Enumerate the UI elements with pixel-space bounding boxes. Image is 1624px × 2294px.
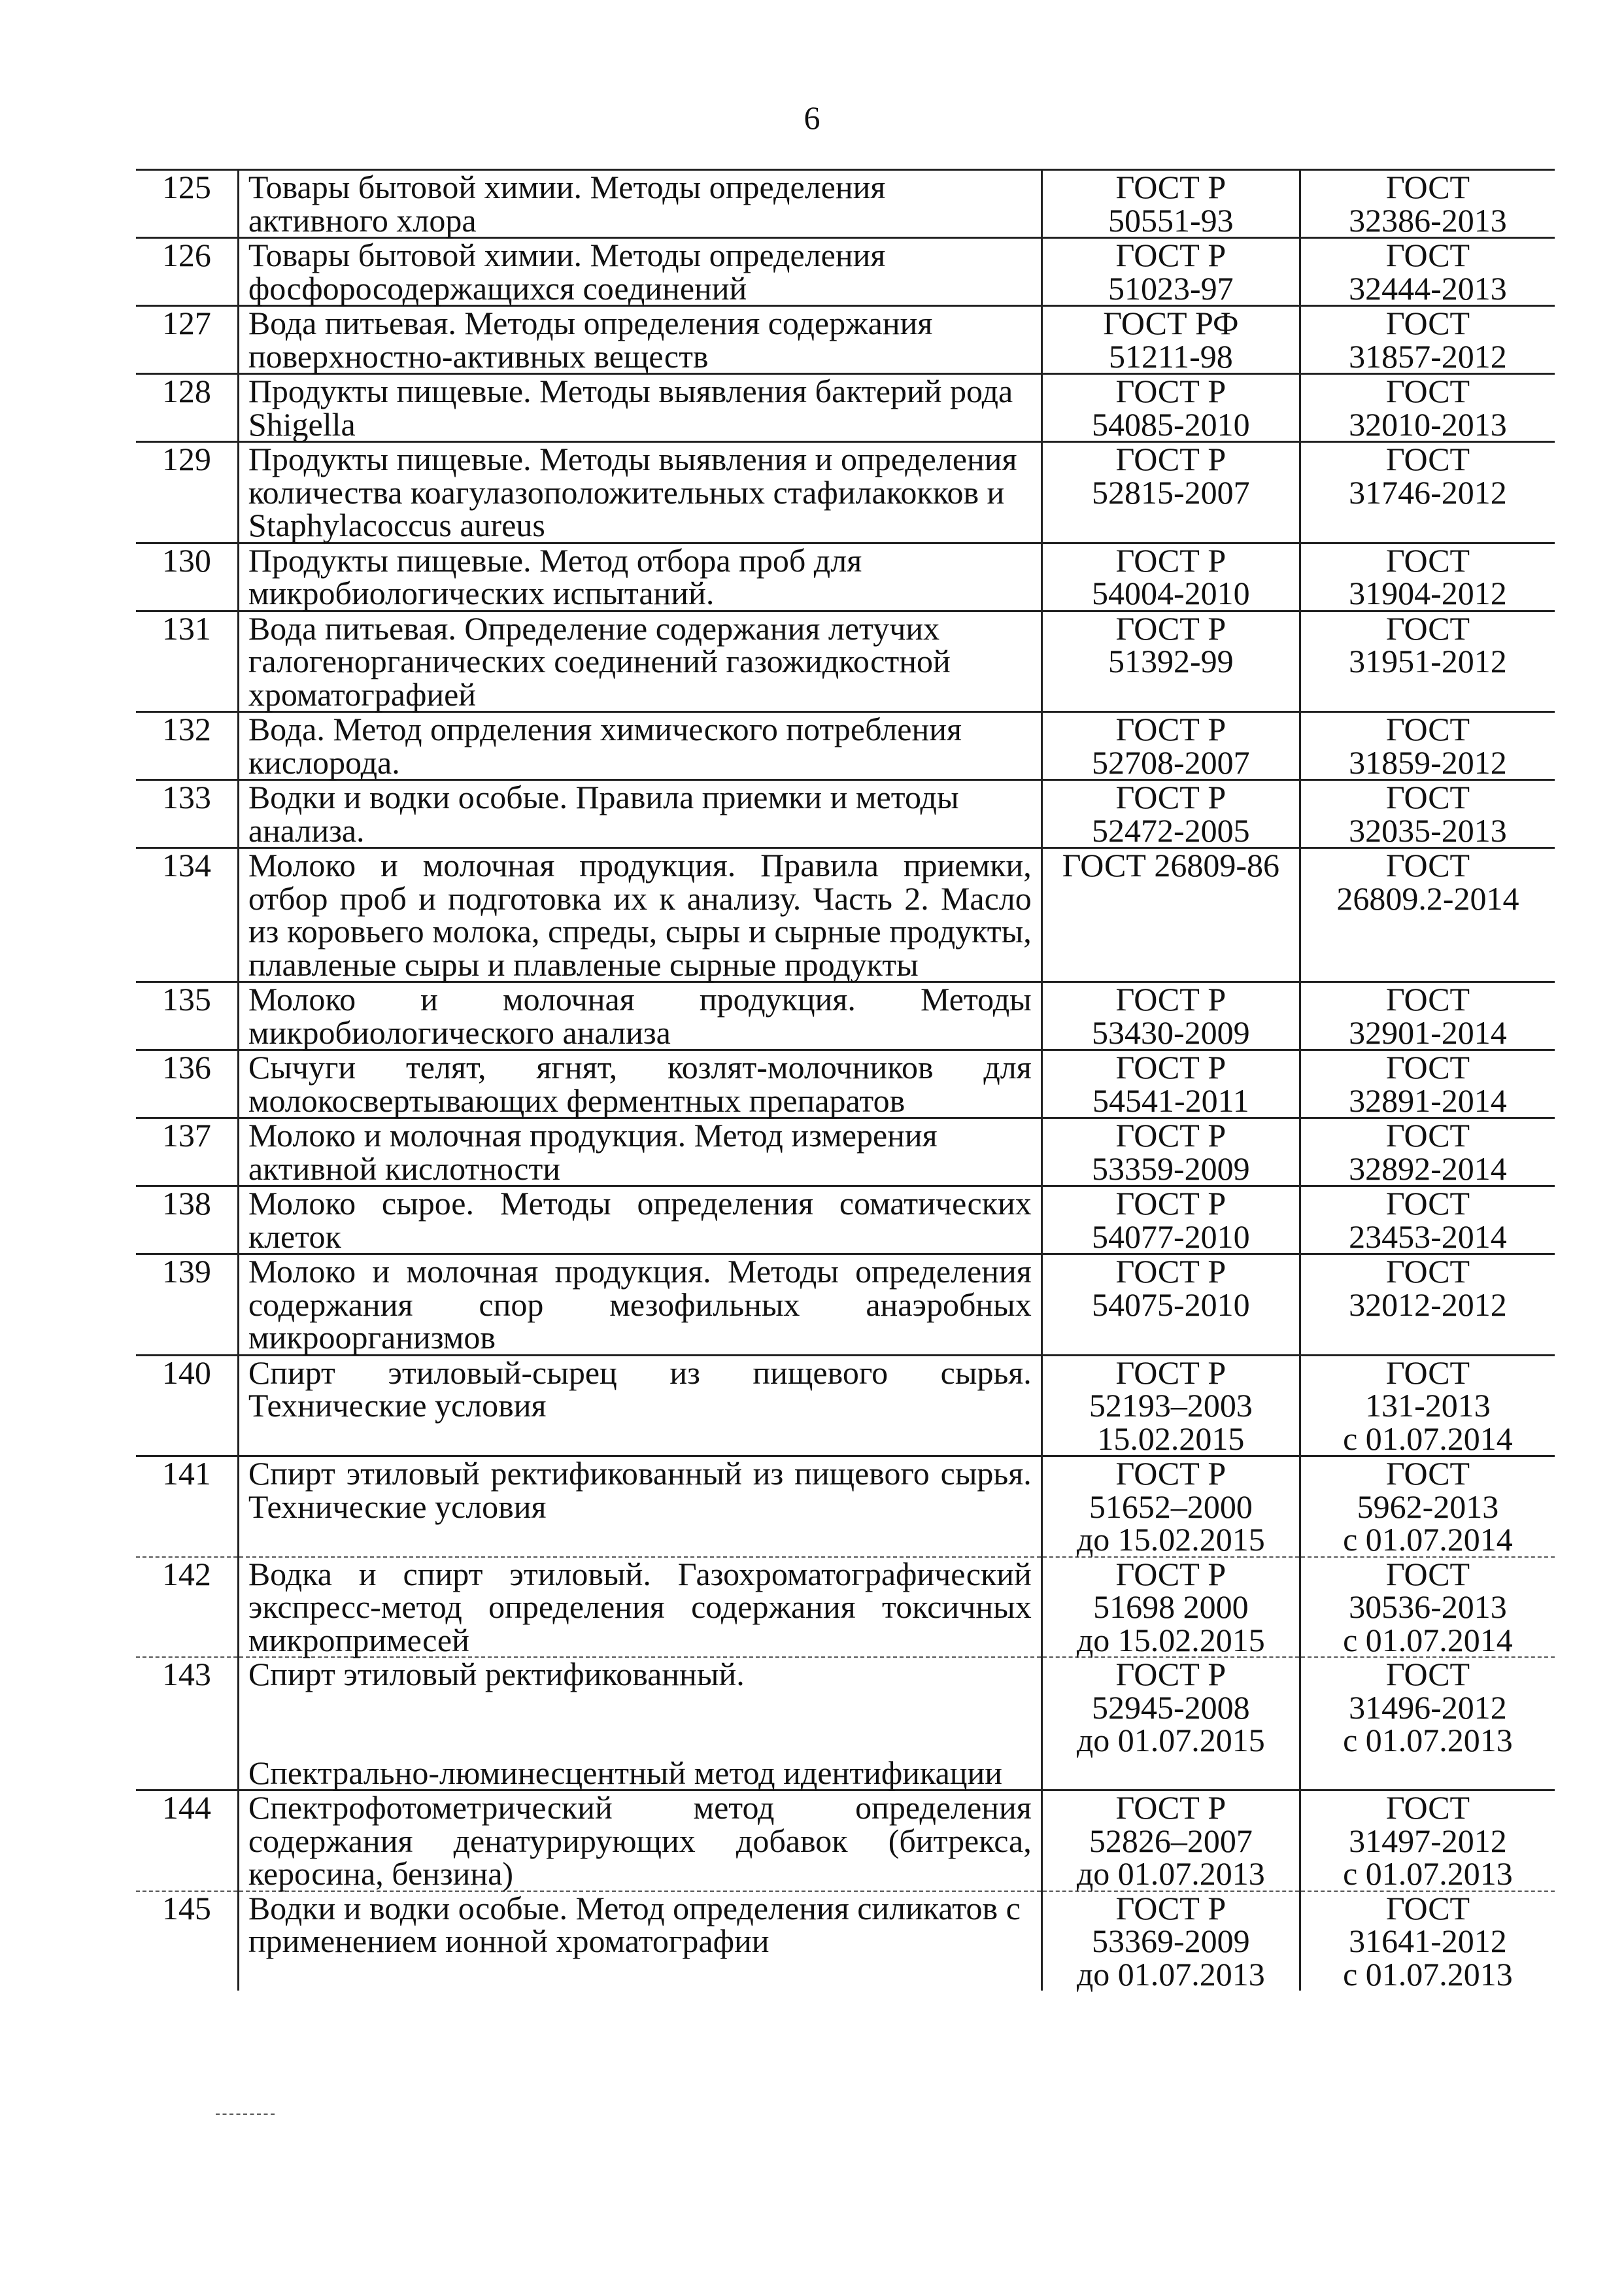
new-standard: [1300, 611, 1555, 712]
table-row: [136, 1186, 1555, 1254]
new-standard-line: с 01.07.2014: [1343, 1521, 1513, 1558]
new-standard-line: 31904-2012: [1349, 575, 1507, 611]
replaced-standard-line: ГОСТ Р: [1115, 1789, 1226, 1826]
new-standard: [1300, 1657, 1555, 1790]
new-standard-line: ГОСТ: [1385, 847, 1470, 883]
table-row: [136, 982, 1555, 1050]
new-standard: [1300, 238, 1555, 306]
new-standard: [1300, 170, 1555, 238]
new-standard-line: 31641-2012: [1349, 1923, 1507, 1959]
new-standard-line: 32386-2013: [1349, 201, 1507, 239]
replaced-standard-line: 50551-93: [1108, 201, 1234, 239]
new-standard: [1300, 1050, 1555, 1118]
replaced-standard-line: ГОСТ Р: [1115, 237, 1226, 273]
standard-title: Вода. Метод опрделения химического потребления кислорода.: [238, 712, 1041, 780]
replaced-standard-line: ГОСТ 26809-86: [1062, 847, 1280, 883]
new-standard-line: ГОСТ: [1385, 981, 1470, 1018]
standard-title: Сычуги телят, ягнят, козлят-молочников для молокосвертывающих ферментных препаратов: [238, 1050, 1041, 1118]
table-row: [136, 170, 1555, 238]
replaced-standard: [1041, 1186, 1300, 1254]
new-standard-line: 32901-2014: [1349, 1014, 1507, 1051]
row-number: 134: [136, 848, 238, 982]
replaced-standard-line: ГОСТ Р: [1115, 441, 1226, 477]
row-number: 142: [136, 1557, 238, 1658]
new-standard-line: 5962-2013: [1357, 1488, 1499, 1525]
new-standard: [1300, 982, 1555, 1050]
standard-title: Молоко сырое. Методы определения соматических клеток: [238, 1186, 1041, 1254]
table-body: [136, 170, 1555, 1991]
replaced-standard-line: ГОСТ Р: [1115, 1555, 1226, 1592]
new-standard-line: ГОСТ: [1385, 237, 1470, 273]
new-standard: [1300, 712, 1555, 780]
replaced-standard-line: 51392-99: [1108, 643, 1234, 679]
new-standard-line: ГОСТ: [1385, 1354, 1470, 1391]
replaced-standard-line: ГОСТ Р: [1115, 541, 1226, 579]
new-standard: [1300, 1186, 1555, 1254]
replaced-standard: [1041, 1118, 1300, 1186]
new-standard-line: ГОСТ: [1385, 711, 1470, 747]
new-standard-line: ГОСТ: [1385, 1455, 1470, 1492]
replaced-standard: [1041, 170, 1300, 238]
new-standard-line: 26809.2-2014: [1336, 880, 1519, 917]
new-standard: [1300, 543, 1555, 611]
replaced-standard-line: 53369-2009: [1092, 1923, 1250, 1959]
replaced-standard-line: ГОСТ Р: [1115, 1049, 1226, 1086]
new-standard: [1300, 1456, 1555, 1557]
new-standard-line: 31951-2012: [1349, 643, 1507, 679]
standard-title: [238, 1657, 1041, 1790]
new-standard-line: 31746-2012: [1349, 473, 1507, 511]
table-row: [136, 1254, 1555, 1356]
standards-table: [136, 169, 1555, 1991]
new-standard-line: 32010-2013: [1349, 405, 1507, 443]
replaced-standard-line: до 01.07.2015: [1076, 1722, 1265, 1758]
table-row: [136, 1118, 1555, 1186]
table-row: [136, 1050, 1555, 1118]
new-standard: [1300, 1118, 1555, 1186]
new-standard-line: 31496-2012: [1349, 1688, 1507, 1726]
replaced-standard: [1041, 1657, 1300, 1790]
new-standard-line: с 01.07.2014: [1343, 1420, 1513, 1457]
replaced-standard-line: 51023-97: [1108, 269, 1234, 307]
trailing-dash-line: [216, 2114, 275, 2115]
new-standard-line: с 01.07.2014: [1343, 1621, 1513, 1658]
table-row: [136, 543, 1555, 611]
row-number: 145: [136, 1891, 238, 1991]
new-standard-line: ГОСТ: [1385, 609, 1470, 647]
replaced-standard: [1041, 238, 1300, 306]
row-number: 131: [136, 611, 238, 712]
replaced-standard: [1041, 1050, 1300, 1118]
row-number: 137: [136, 1118, 238, 1186]
new-standard-line: ГОСТ: [1385, 169, 1470, 205]
replaced-standard: [1041, 442, 1300, 543]
table-row: [136, 712, 1555, 780]
new-standard-line: 30536-2013: [1349, 1588, 1507, 1625]
row-number: 126: [136, 238, 238, 306]
replaced-standard-line: ГОСТ Р: [1115, 779, 1226, 815]
replaced-standard-line: ГОСТ Р: [1115, 1253, 1226, 1290]
replaced-standard-line: 54085-2010: [1092, 405, 1250, 443]
replaced-standard: [1041, 1355, 1300, 1456]
replaced-standard-line: 51698 2000: [1093, 1588, 1249, 1625]
replaced-standard-line: 54004-2010: [1092, 575, 1250, 611]
new-standard: [1300, 1254, 1555, 1356]
table-row: [136, 1657, 1555, 1790]
new-standard-line: ГОСТ: [1385, 1049, 1470, 1086]
replaced-standard-line: 53359-2009: [1092, 1150, 1250, 1187]
table-row: [136, 1790, 1555, 1891]
replaced-standard-line: до 01.07.2013: [1076, 1855, 1265, 1892]
replaced-standard-line: ГОСТ Р: [1115, 1889, 1226, 1926]
standard-title: Молоко и молочная продукция. Методы определения содержания спор мезофильных анаэробных микроорганизмов: [238, 1254, 1041, 1356]
new-standard-line: ГОСТ: [1385, 1117, 1470, 1154]
standard-title: Молоко и молочная продукция. Методы микробиологического анализа: [238, 982, 1041, 1050]
replaced-standard: [1041, 712, 1300, 780]
standard-title: Спирт этиловый-сырец из пищевого сырья. Технические условия: [238, 1355, 1041, 1456]
replaced-standard-line: 15.02.2015: [1097, 1420, 1245, 1457]
replaced-standard-line: 52472-2005: [1092, 812, 1250, 849]
new-standard: [1300, 374, 1555, 442]
table-row: [136, 1557, 1555, 1658]
replaced-standard-line: ГОСТ Р: [1115, 981, 1226, 1018]
new-standard-line: 131-2013: [1365, 1387, 1491, 1424]
replaced-standard-line: ГОСТ РФ: [1103, 305, 1239, 341]
standard-title: Продукты пищевые. Методы выявления и определения количества коагулазоположительных стафилакокков и Staphylacoccus aureus: [238, 442, 1041, 543]
row-number: 130: [136, 543, 238, 611]
standard-title: Водка и спирт этиловый. Газохроматографический экспресс-метод определения содержания токсичных микропримесей: [238, 1557, 1041, 1658]
standard-title: Водки и водки особые. Правила приемки и методы анализа.: [238, 780, 1041, 848]
page-number: 6: [804, 99, 820, 136]
new-standard-line: 32892-2014: [1349, 1150, 1507, 1187]
new-standard-line: 31497-2012: [1349, 1822, 1507, 1859]
new-standard-line: ГОСТ: [1385, 373, 1470, 409]
replaced-standard-line: 51211-98: [1108, 337, 1233, 375]
table-row: [136, 848, 1555, 982]
table-row: [136, 611, 1555, 712]
standard-title: Продукты пищевые. Метод отбора проб для микробиологических испытаний.: [238, 543, 1041, 611]
new-standard-line: 23453-2014: [1349, 1218, 1507, 1255]
new-standard-line: 31857-2012: [1349, 337, 1507, 375]
new-standard: [1300, 780, 1555, 848]
new-standard-line: ГОСТ: [1385, 305, 1470, 341]
new-standard: [1300, 306, 1555, 374]
row-number: 133: [136, 780, 238, 848]
new-standard: [1300, 1891, 1555, 1991]
new-standard-line: с 01.07.2013: [1343, 1955, 1513, 1993]
row-number: 127: [136, 306, 238, 374]
standard-title: Водки и водки особые. Метод определения силикатов с применением ионной хроматографии: [238, 1891, 1041, 1991]
replaced-standard-line: до 15.02.2015: [1076, 1521, 1265, 1558]
replaced-standard-line: ГОСТ Р: [1115, 1354, 1226, 1391]
new-standard-line: 32035-2013: [1349, 812, 1507, 849]
replaced-standard-line: ГОСТ Р: [1115, 169, 1226, 205]
replaced-standard: [1041, 1456, 1300, 1557]
table-row: [136, 1891, 1555, 1991]
replaced-standard: [1041, 611, 1300, 712]
new-standard: [1300, 1557, 1555, 1658]
standard-title: Товары бытовой химии. Методы определения активного хлора: [238, 170, 1041, 238]
replaced-standard: [1041, 848, 1300, 982]
standard-title: Спирт этиловый ректификованный из пищевого сырья. Технические условия: [238, 1456, 1041, 1557]
replaced-standard: [1041, 780, 1300, 848]
standard-title: Спектрофотометрический метод определения содержания денатурирующих добавок (битрекса, керосина, бензина): [238, 1790, 1041, 1891]
new-standard-line: с 01.07.2013: [1343, 1722, 1513, 1758]
new-standard-line: ГОСТ: [1385, 1185, 1470, 1222]
table-row: [136, 442, 1555, 543]
table-row: [136, 780, 1555, 848]
new-standard: [1300, 848, 1555, 982]
replaced-standard-line: ГОСТ Р: [1115, 1455, 1226, 1492]
new-standard-line: 32891-2014: [1349, 1082, 1507, 1119]
new-standard-line: ГОСТ: [1385, 541, 1470, 579]
replaced-standard-line: 53430-2009: [1092, 1014, 1250, 1051]
replaced-standard-line: 52708-2007: [1092, 744, 1250, 781]
replaced-standard: [1041, 306, 1300, 374]
new-standard-line: ГОСТ: [1385, 1789, 1470, 1826]
replaced-standard-line: до 01.07.2013: [1076, 1955, 1265, 1993]
new-standard-line: ГОСТ: [1385, 779, 1470, 815]
new-standard-line: с 01.07.2013: [1343, 1855, 1513, 1892]
replaced-standard-line: 52826–2007: [1089, 1822, 1253, 1859]
standard-title: Молоко и молочная продукция. Метод измерения активной кислотности: [238, 1118, 1041, 1186]
replaced-standard-line: ГОСТ Р: [1115, 1656, 1226, 1692]
new-standard-line: ГОСТ: [1385, 441, 1470, 477]
replaced-standard-line: 52815-2007: [1092, 473, 1250, 511]
replaced-standard: [1041, 1891, 1300, 1991]
new-standard: [1300, 442, 1555, 543]
row-number: 128: [136, 374, 238, 442]
row-number: 132: [136, 712, 238, 780]
replaced-standard: [1041, 374, 1300, 442]
row-number: 141: [136, 1456, 238, 1557]
replaced-standard: [1041, 1790, 1300, 1891]
table-row: [136, 374, 1555, 442]
row-number: 144: [136, 1790, 238, 1891]
replaced-standard: [1041, 982, 1300, 1050]
replaced-standard-line: 54077-2010: [1092, 1218, 1250, 1255]
standard-title: Вода питьевая. Определение содержания летучих галогенорганических соединений газожидкостной хроматографией: [238, 611, 1041, 712]
row-number: 140: [136, 1355, 238, 1456]
new-standard-line: ГОСТ: [1385, 1555, 1470, 1592]
new-standard-line: ГОСТ: [1385, 1253, 1470, 1290]
replaced-standard-line: ГОСТ Р: [1115, 373, 1226, 409]
row-number: 135: [136, 982, 238, 1050]
standard-title: Молоко и молочная продукция. Правила приемки, отбор проб и подготовка их к анализу. Часть 2. Масло из коровьего молока, спреды, сыры и сырные продукты, плавленые сыры и плавленые сырные продукты: [238, 848, 1041, 982]
replaced-standard-line: ГОСТ Р: [1115, 1185, 1226, 1222]
replaced-standard-line: ГОСТ Р: [1115, 609, 1226, 647]
replaced-standard: [1041, 1254, 1300, 1356]
standard-title: Продукты пищевые. Методы выявления бактерий рода Shigella: [238, 374, 1041, 442]
row-number: 139: [136, 1254, 238, 1356]
replaced-standard-line: ГОСТ Р: [1115, 711, 1226, 747]
replaced-standard: [1041, 1557, 1300, 1658]
standard-title: Товары бытовой химии. Методы определения фосфоросодержащихся соединений: [238, 238, 1041, 306]
replaced-standard-line: 52945-2008: [1092, 1688, 1250, 1726]
replaced-standard-line: 51652–2000: [1089, 1488, 1253, 1525]
replaced-standard: [1041, 543, 1300, 611]
table-row: [136, 1355, 1555, 1456]
new-standard: [1300, 1355, 1555, 1456]
replaced-standard-line: 52193–2003: [1089, 1387, 1253, 1424]
new-standard-line: ГОСТ: [1385, 1889, 1470, 1926]
row-number: 125: [136, 170, 238, 238]
row-number: 143: [136, 1657, 238, 1790]
table-row: [136, 306, 1555, 374]
standard-title-line: Спирт этиловый ректификованный.: [248, 1656, 745, 1692]
new-standard: [1300, 1790, 1555, 1891]
replaced-standard-line: 54541-2011: [1092, 1082, 1249, 1119]
standard-title: Вода питьевая. Методы определения содержания поверхностно-активных веществ: [238, 306, 1041, 374]
row-number: 138: [136, 1186, 238, 1254]
table-row: [136, 238, 1555, 306]
table-row: [136, 1456, 1555, 1557]
row-number: 129: [136, 442, 238, 543]
row-number: 136: [136, 1050, 238, 1118]
replaced-standard-line: 54075-2010: [1092, 1286, 1250, 1323]
new-standard-line: ГОСТ: [1385, 1656, 1470, 1692]
replaced-standard-line: до 15.02.2015: [1076, 1621, 1265, 1658]
standard-title-line: Спектрально-люминесцентный метод идентификации: [248, 1754, 1003, 1791]
new-standard-line: 32012-2012: [1349, 1286, 1507, 1323]
new-standard-line: 32444-2013: [1349, 269, 1507, 307]
replaced-standard-line: ГОСТ Р: [1115, 1117, 1226, 1154]
new-standard-line: 31859-2012: [1349, 744, 1507, 781]
